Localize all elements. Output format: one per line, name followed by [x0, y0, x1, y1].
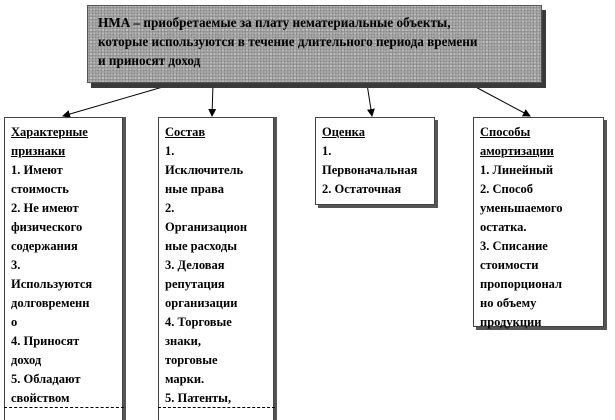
- definition-line: НМА – приобретаемые за плату нематериальные объекты,: [98, 15, 451, 30]
- box-title: Оценка: [322, 125, 365, 139]
- box-line: 1. Линейный: [480, 163, 554, 177]
- valuation-box: [315, 117, 435, 205]
- arrow-to-amortization: [470, 84, 530, 116]
- box-line: уменьшаемого: [480, 201, 563, 215]
- box-line: продукции: [480, 315, 542, 329]
- box-line: торговые: [165, 353, 218, 367]
- box-line: Исключитель: [165, 163, 244, 177]
- box-line: 2. Способ: [480, 182, 534, 196]
- box-line: 1.: [165, 144, 175, 158]
- box-line: о: [11, 315, 18, 329]
- box-line: Организацион: [165, 220, 248, 234]
- box-line: организации: [165, 296, 238, 310]
- box-line: физического: [11, 220, 83, 234]
- arrow-to-characteristics: [63, 84, 173, 116]
- box-title: Состав: [165, 125, 206, 139]
- box-line: репутация: [165, 277, 225, 291]
- arrow-to-composition: [212, 84, 213, 116]
- box-bottom-dashed-edge: [158, 407, 275, 408]
- box-line: Первоначальная: [322, 163, 418, 177]
- box-line: 2. Не имеют: [11, 201, 79, 215]
- box-line: 1.: [322, 144, 332, 158]
- box-line: 2. Остаточная: [322, 182, 402, 196]
- box-line: 4. Торговые: [165, 315, 232, 329]
- characteristics-box: [4, 117, 123, 420]
- box-line: ные расходы: [165, 239, 237, 253]
- box-line: 5. Патенты,: [165, 391, 232, 405]
- box-line: 3. Деловая: [165, 258, 225, 272]
- amortization-box: [473, 117, 604, 327]
- box-line: знаки,: [165, 334, 202, 348]
- box-title: Способы: [480, 125, 531, 139]
- box-line: 4. Приносят: [11, 334, 80, 348]
- box-title: амортизации: [480, 144, 554, 158]
- box-line: стоимость: [11, 182, 69, 196]
- box-bottom-dashed-edge: [4, 407, 124, 408]
- box-line: 2.: [165, 201, 175, 215]
- box-line: Используются: [11, 277, 93, 291]
- box-line: ные права: [165, 182, 225, 196]
- box-line: 3.: [11, 258, 21, 272]
- box-title: признаки: [11, 144, 66, 158]
- box-line: стоимости: [480, 258, 539, 272]
- box-line: содержания: [11, 239, 78, 253]
- box-line: пропорционал: [480, 277, 563, 291]
- definition-line: которые используются в течение длительного периода времени: [98, 34, 478, 49]
- box-line: 3. Списание: [480, 239, 548, 253]
- definition-line: и приносят доход: [98, 53, 201, 68]
- definition-box: [87, 5, 542, 83]
- box-line: марки.: [165, 372, 205, 386]
- box-line: остатка.: [480, 220, 527, 234]
- box-line: 5. Обладают: [11, 372, 81, 386]
- arrow-to-valuation: [367, 84, 372, 116]
- box-title: Характерные: [11, 125, 88, 139]
- box-line: но объему: [480, 296, 537, 310]
- box-line: долговременн: [11, 296, 90, 310]
- box-line: доход: [11, 353, 42, 367]
- composition-box: [158, 117, 274, 420]
- box-line: 1. Имеют: [11, 163, 63, 177]
- box-line: свойством: [11, 391, 70, 405]
